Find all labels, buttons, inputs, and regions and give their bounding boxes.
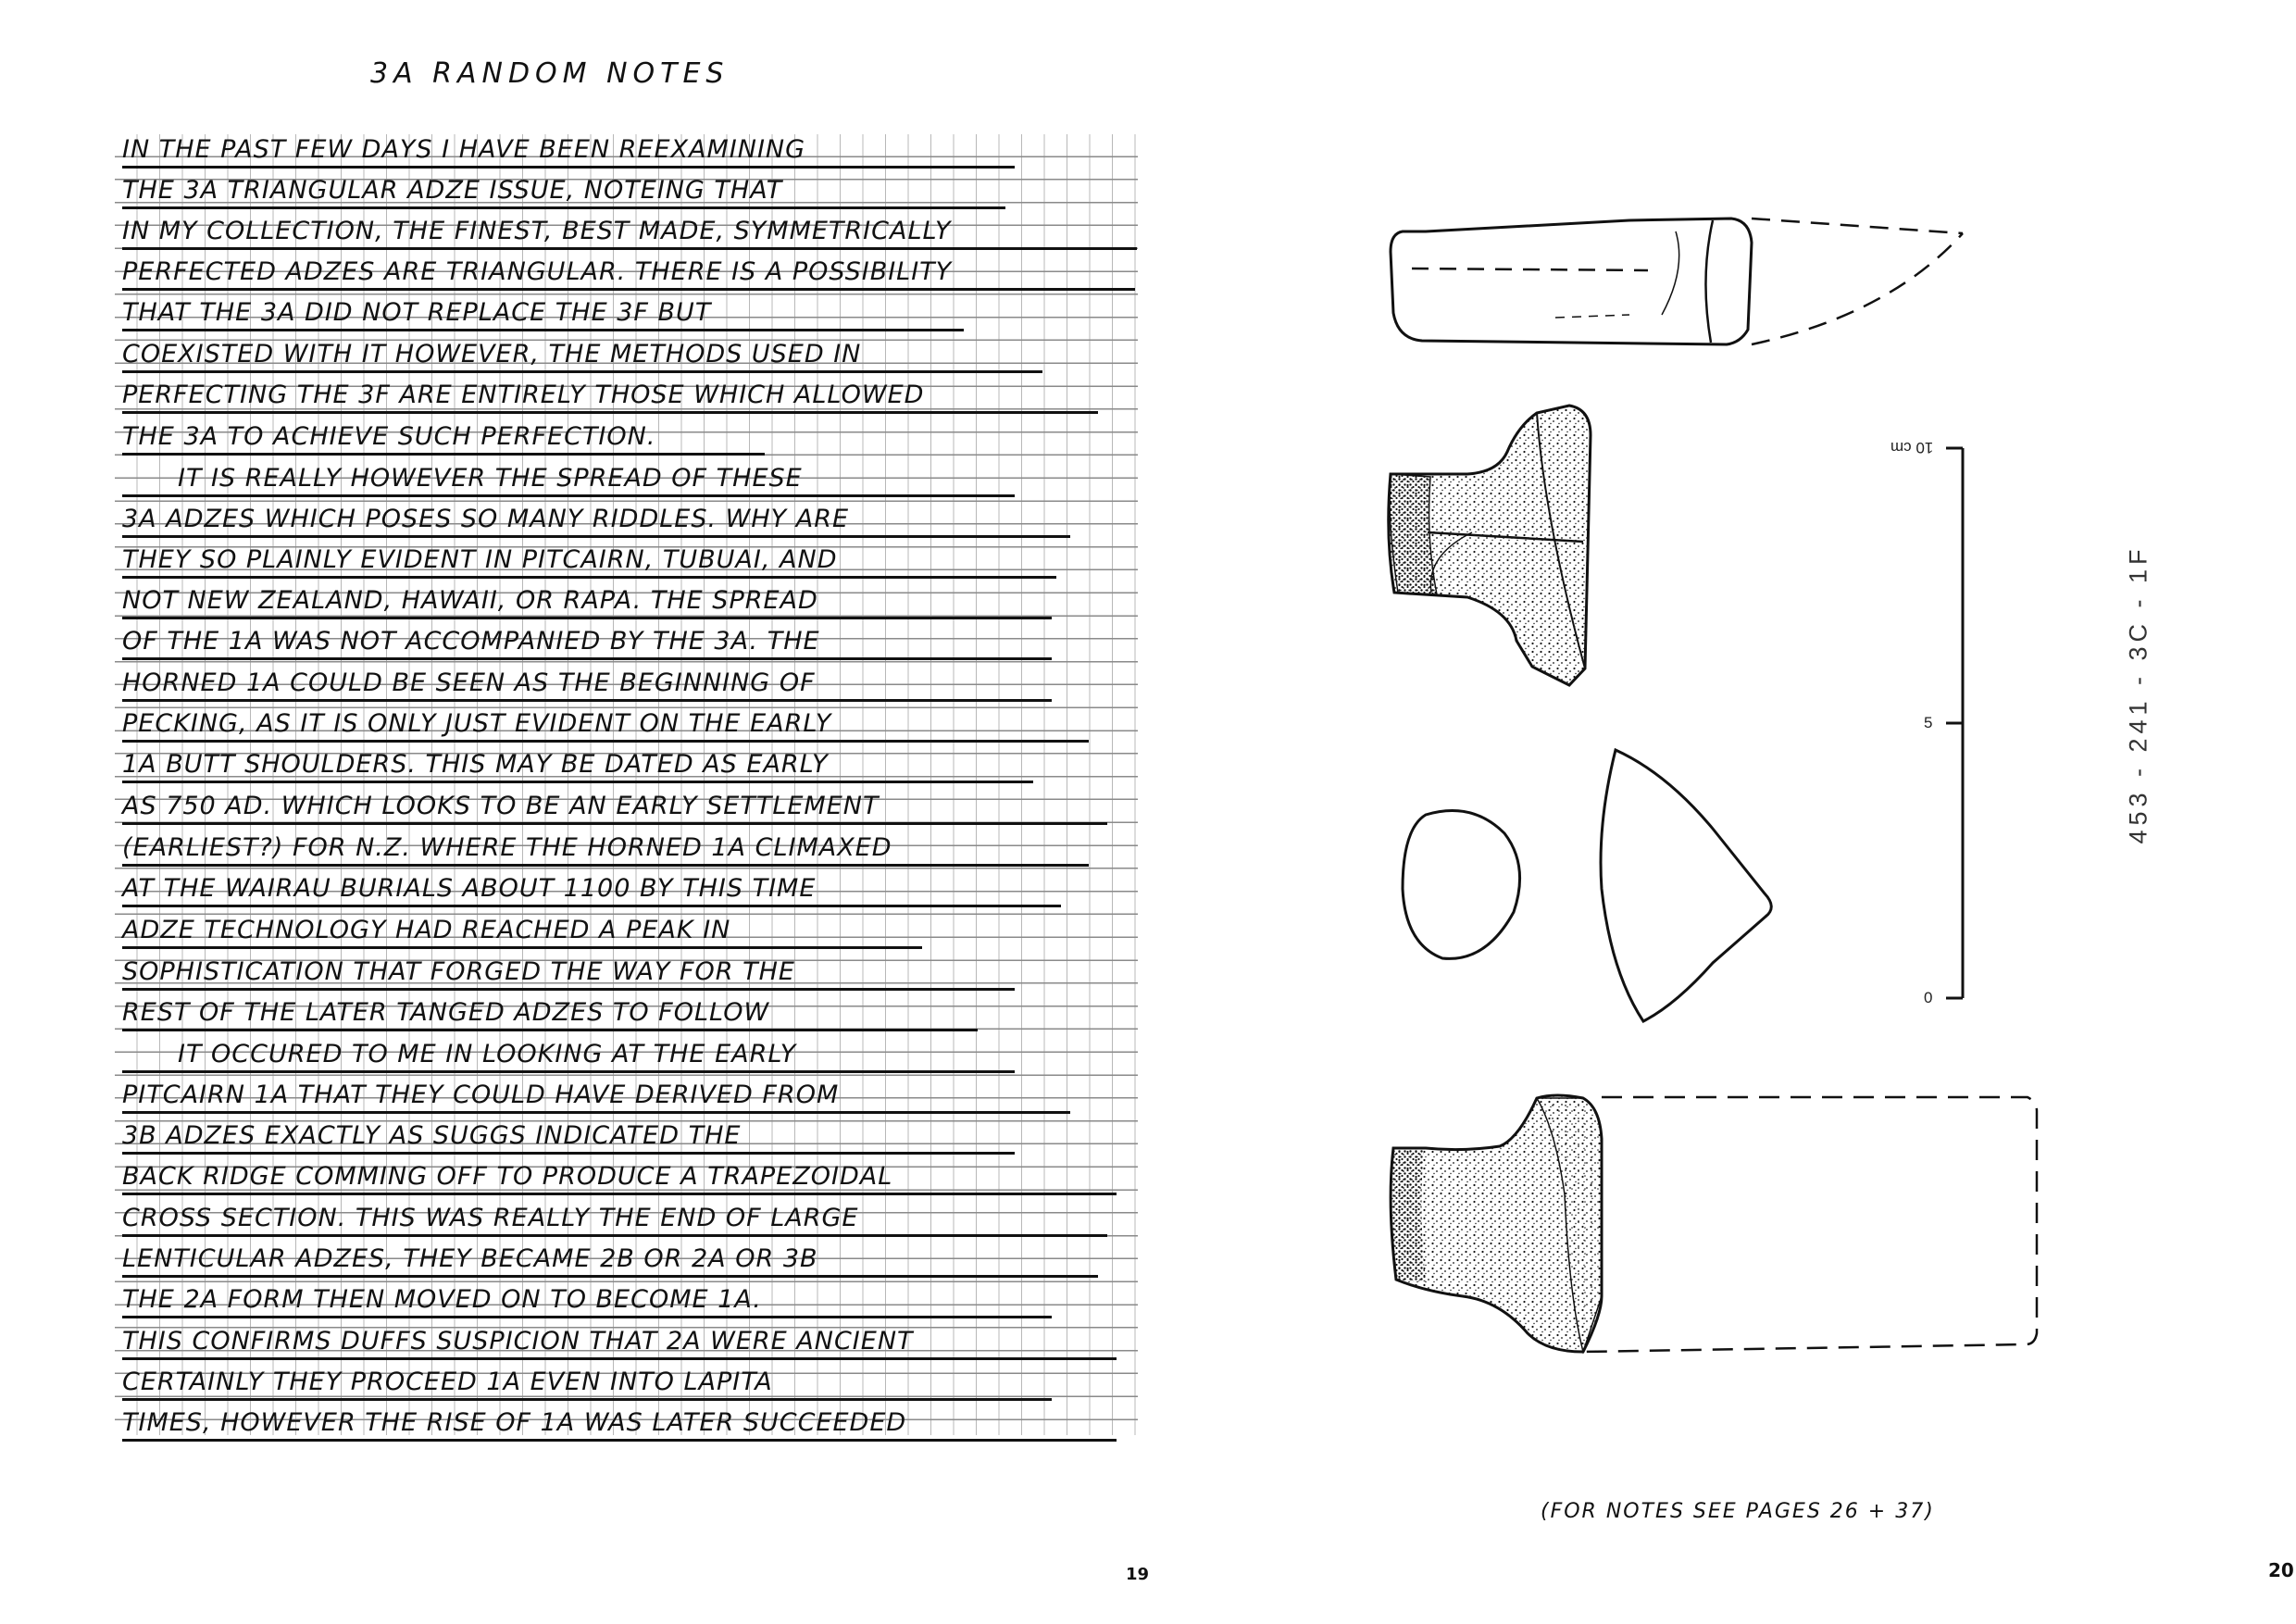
note-line: REST OF THE LATER TANGED ADZES TO FOLLOW [122,997,978,1031]
scale-label-5: 5 [1924,714,1933,731]
note-line: BACK RIDGE COMMING OFF TO PRODUCE A TRAPEZOIDAL [122,1161,1117,1195]
note-line: AS 750 AD. WHICH LOOKS TO BE AN EARLY SETTLEMENT [122,791,1107,825]
note-line: SOPHISTICATION THAT FORGED THE WAY FOR THE [122,956,1015,991]
tanged-adze-front-view [1389,406,1591,685]
note-line: NOT NEW ZEALAND, HAWAII, OR RAPA. THE SPREAD [122,585,1052,619]
note-line: 3B ADZES EXACTLY AS SUGGS INDICATED THE [122,1120,1015,1155]
scale-bar [1946,448,1963,998]
tanged-adze-back-view [1391,1095,2037,1352]
ruled-notes-area [115,134,1138,1435]
page-number: 20 [2268,1559,2294,1581]
catalogue-number: 453 - 241 - 3C - 1F [2124,544,2152,844]
figure-note: (FOR NOTES SEE PAGES 26 + 37) [1541,1500,1935,1523]
right-page [1148,0,2296,1624]
note-line: IT IS REALLY HOWEVER THE SPREAD OF THESE [122,463,1015,497]
note-line: IN THE PAST FEW DAYS I HAVE BEEN REEXAMINING [122,134,1015,169]
note-line: THE 3A TO ACHIEVE SUCH PERFECTION. [122,421,765,456]
blade-cross-section [1601,750,1771,1021]
scale-label-0: 0 [1924,989,1933,1006]
note-line: 1A BUTT SHOULDERS. THIS MAY BE DATED AS EARLY [122,749,1033,783]
note-line: IN MY COLLECTION, THE FINEST, BEST MADE, SYMMETRICALLY [122,216,1137,250]
butt-cross-section [1403,811,1520,959]
note-line: PERFECTING THE 3F ARE ENTIRELY THOSE WHICH ALLOWED [122,380,1098,414]
adze-side-view [1391,219,1963,344]
note-line: LENTICULAR ADZES, THEY BECAME 2B OR 2A OR 3B [122,1243,1098,1278]
page-title: 3A RANDOM NOTES [370,57,730,90]
note-line: THE 3A TRIANGULAR ADZE ISSUE, NOTEING THAT [122,175,1005,209]
note-line: TIMES, HOWEVER THE RISE OF 1A WAS LATER SUCCEEDED [122,1407,1117,1442]
note-line: THE 2A FORM THEN MOVED ON TO BECOME 1A. [122,1284,1052,1318]
note-line: OF THE 1A WAS NOT ACCOMPANIED BY THE 3A. THE [122,626,1052,660]
note-line: IT OCCURED TO ME IN LOOKING AT THE EARLY [122,1039,1015,1073]
note-line: CERTAINLY THEY PROCEED 1A EVEN INTO LAPITA [122,1367,1052,1401]
note-line: PITCAIRN 1A THAT THEY COULD HAVE DERIVED FROM [122,1080,1070,1114]
note-line: 3A ADZES WHICH POSES SO MANY RIDDLES. WHY ARE [122,504,1070,538]
note-line: CROSS SECTION. THIS WAS REALLY THE END OF LARGE [122,1203,1107,1237]
note-line: HORNED 1A COULD BE SEEN AS THE BEGINNING OF [122,668,1052,702]
note-line: (EARLIEST?) FOR N.Z. WHERE THE HORNED 1A CLIMAXED [122,832,1089,867]
page-number: 19 [1126,1565,1150,1584]
note-line: THAT THE 3A DID NOT REPLACE THE 3F BUT [122,297,964,331]
note-line: COEXISTED WITH IT HOWEVER, THE METHODS USED IN [122,339,1042,373]
note-line: PECKING, AS IT IS ONLY JUST EVIDENT ON THE EARLY [122,708,1089,743]
note-line: THEY SO PLAINLY EVIDENT IN PITCAIRN, TUBUAI, AND [122,544,1056,579]
scale-label-10cm: 10 cm [1890,439,1934,456]
note-line: ADZE TECHNOLOGY HAD REACHED A PEAK IN [122,915,922,949]
note-line: PERFECTED ADZES ARE TRIANGULAR. THERE IS A POSSIBILITY [122,256,1135,291]
note-line: THIS CONFIRMS DUFFS SUSPICION THAT 2A WERE ANCIENT [122,1326,1117,1360]
note-line: AT THE WAIRAU BURIALS ABOUT 1100 BY THIS TIME [122,873,1061,907]
